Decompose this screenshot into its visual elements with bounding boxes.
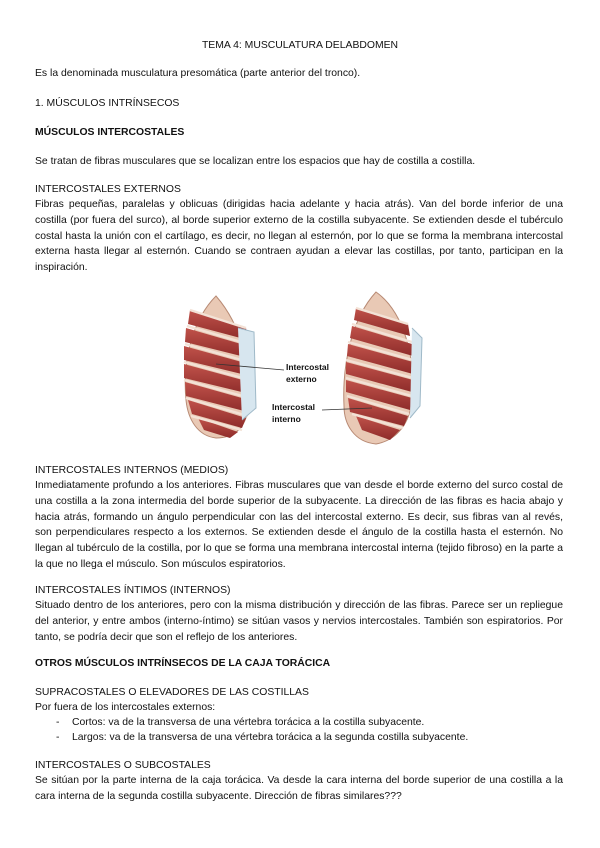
right-rib-cage (344, 292, 422, 444)
intimos-paragraph: Situado dentro de los anteriores, pero con la misma distribución y dirección de las fibras. Parece ser un repliegue del anterior, y entre ambos (interno-íntimo) se sitúan vasos y nervios intercostales. También son espiratorios. Por tanto, se podría decir que son el reflejo de los anteriores. (35, 600, 563, 643)
supracostales-heading: SUPRACOSTALES O ELEVADORES DE LAS COSTILLAS (35, 687, 309, 698)
otros-heading: OTROS MÚSCULOS INTRÍNSECOS DE LA CAJA TORÁCICA (35, 658, 331, 669)
list-bullet: - (56, 732, 60, 743)
label-intercostal-externo: Intercostal (286, 362, 329, 372)
list-item: Cortos: va de la transversa de una vértebra torácica a la costilla subyacente. (72, 717, 425, 728)
intro-text: Es la denominada musculatura presomática (parte anterior del tronco). (35, 68, 361, 79)
label-intercostal-interno: Intercostal (272, 402, 315, 412)
supracostales-text: Por fuera de los intercostales externos: (35, 702, 216, 713)
page-title: TEMA 4: MUSCULATURA DELABDOMEN (201, 40, 399, 51)
list-item: Largos: va de la transversa de una vértebra torácica a la segunda costilla subyacente. (72, 732, 469, 743)
externos-heading: INTERCOSTALES EXTERNOS (35, 184, 181, 195)
label-intercostal-externo-2: externo (286, 374, 317, 384)
internos-heading: INTERCOSTALES INTERNOS (MEDIOS) (35, 465, 229, 476)
intercostales-text: Se tratan de fibras musculares que se localizan entre los espacios que hay de costilla a costilla. (35, 156, 476, 167)
subcostales-paragraph: Se sitúan por la parte interna de la caja torácica. Va desde la cara interna del borde superior de una costilla a la cara interna de la segunda costilla subyacente. Dirección de fibras similares??? (35, 775, 563, 802)
internos-paragraph: Inmediatamente profundo a los anteriores. Fibras musculares que van desde el borde externo del surco costal de una costilla a la zona intermedia del borde superior de la subyacente. La dirección de las fibras es hacia abajo y hacia atrás, formando un ángulo perpendicular con las del intercostal externo. Es decir, sus fibras van al revés, son perpendiculares respecto a los externos. Se extienden desde el ángulo de la costilla hasta el esternón. No llegan al tubérculo de la costilla, por lo que se forma una membrana intercostal interna (tejido fibroso) en la parte a la que no llega el músculo. Son músculos espiratorios. (35, 480, 563, 570)
section-heading: 1. MÚSCULOS INTRÍNSECOS (35, 98, 180, 109)
externos-paragraph: Fibras pequeñas, paralelas y oblicuas (dirigidas hacia adelante y hacia atrás). Van del borde inferior de una costilla (por fuera del surco), al borde superior externo de la costilla subyacente. Se extienden desde el tubérculo costal hasta la unión con el cartílago, es decir, no llegan al esternón, por lo que se forma la membrana intercostal externa hasta llegar al esternón. Cuando se contraen ayudan a elevar las costillas, por tanto, participan en la inspiración. (35, 199, 563, 274)
rib-cage-illustration (176, 288, 432, 453)
left-rib-cage (184, 296, 256, 438)
list-bullet: - (56, 717, 60, 728)
intimos-heading: INTERCOSTALES ÍNTIMOS (INTERNOS) (35, 585, 231, 596)
subcostales-heading: INTERCOSTALES O SUBCOSTALES (35, 760, 211, 771)
intercostales-heading: MÚSCULOS INTERCOSTALES (35, 127, 185, 138)
label-intercostal-interno-2: interno (272, 414, 301, 424)
